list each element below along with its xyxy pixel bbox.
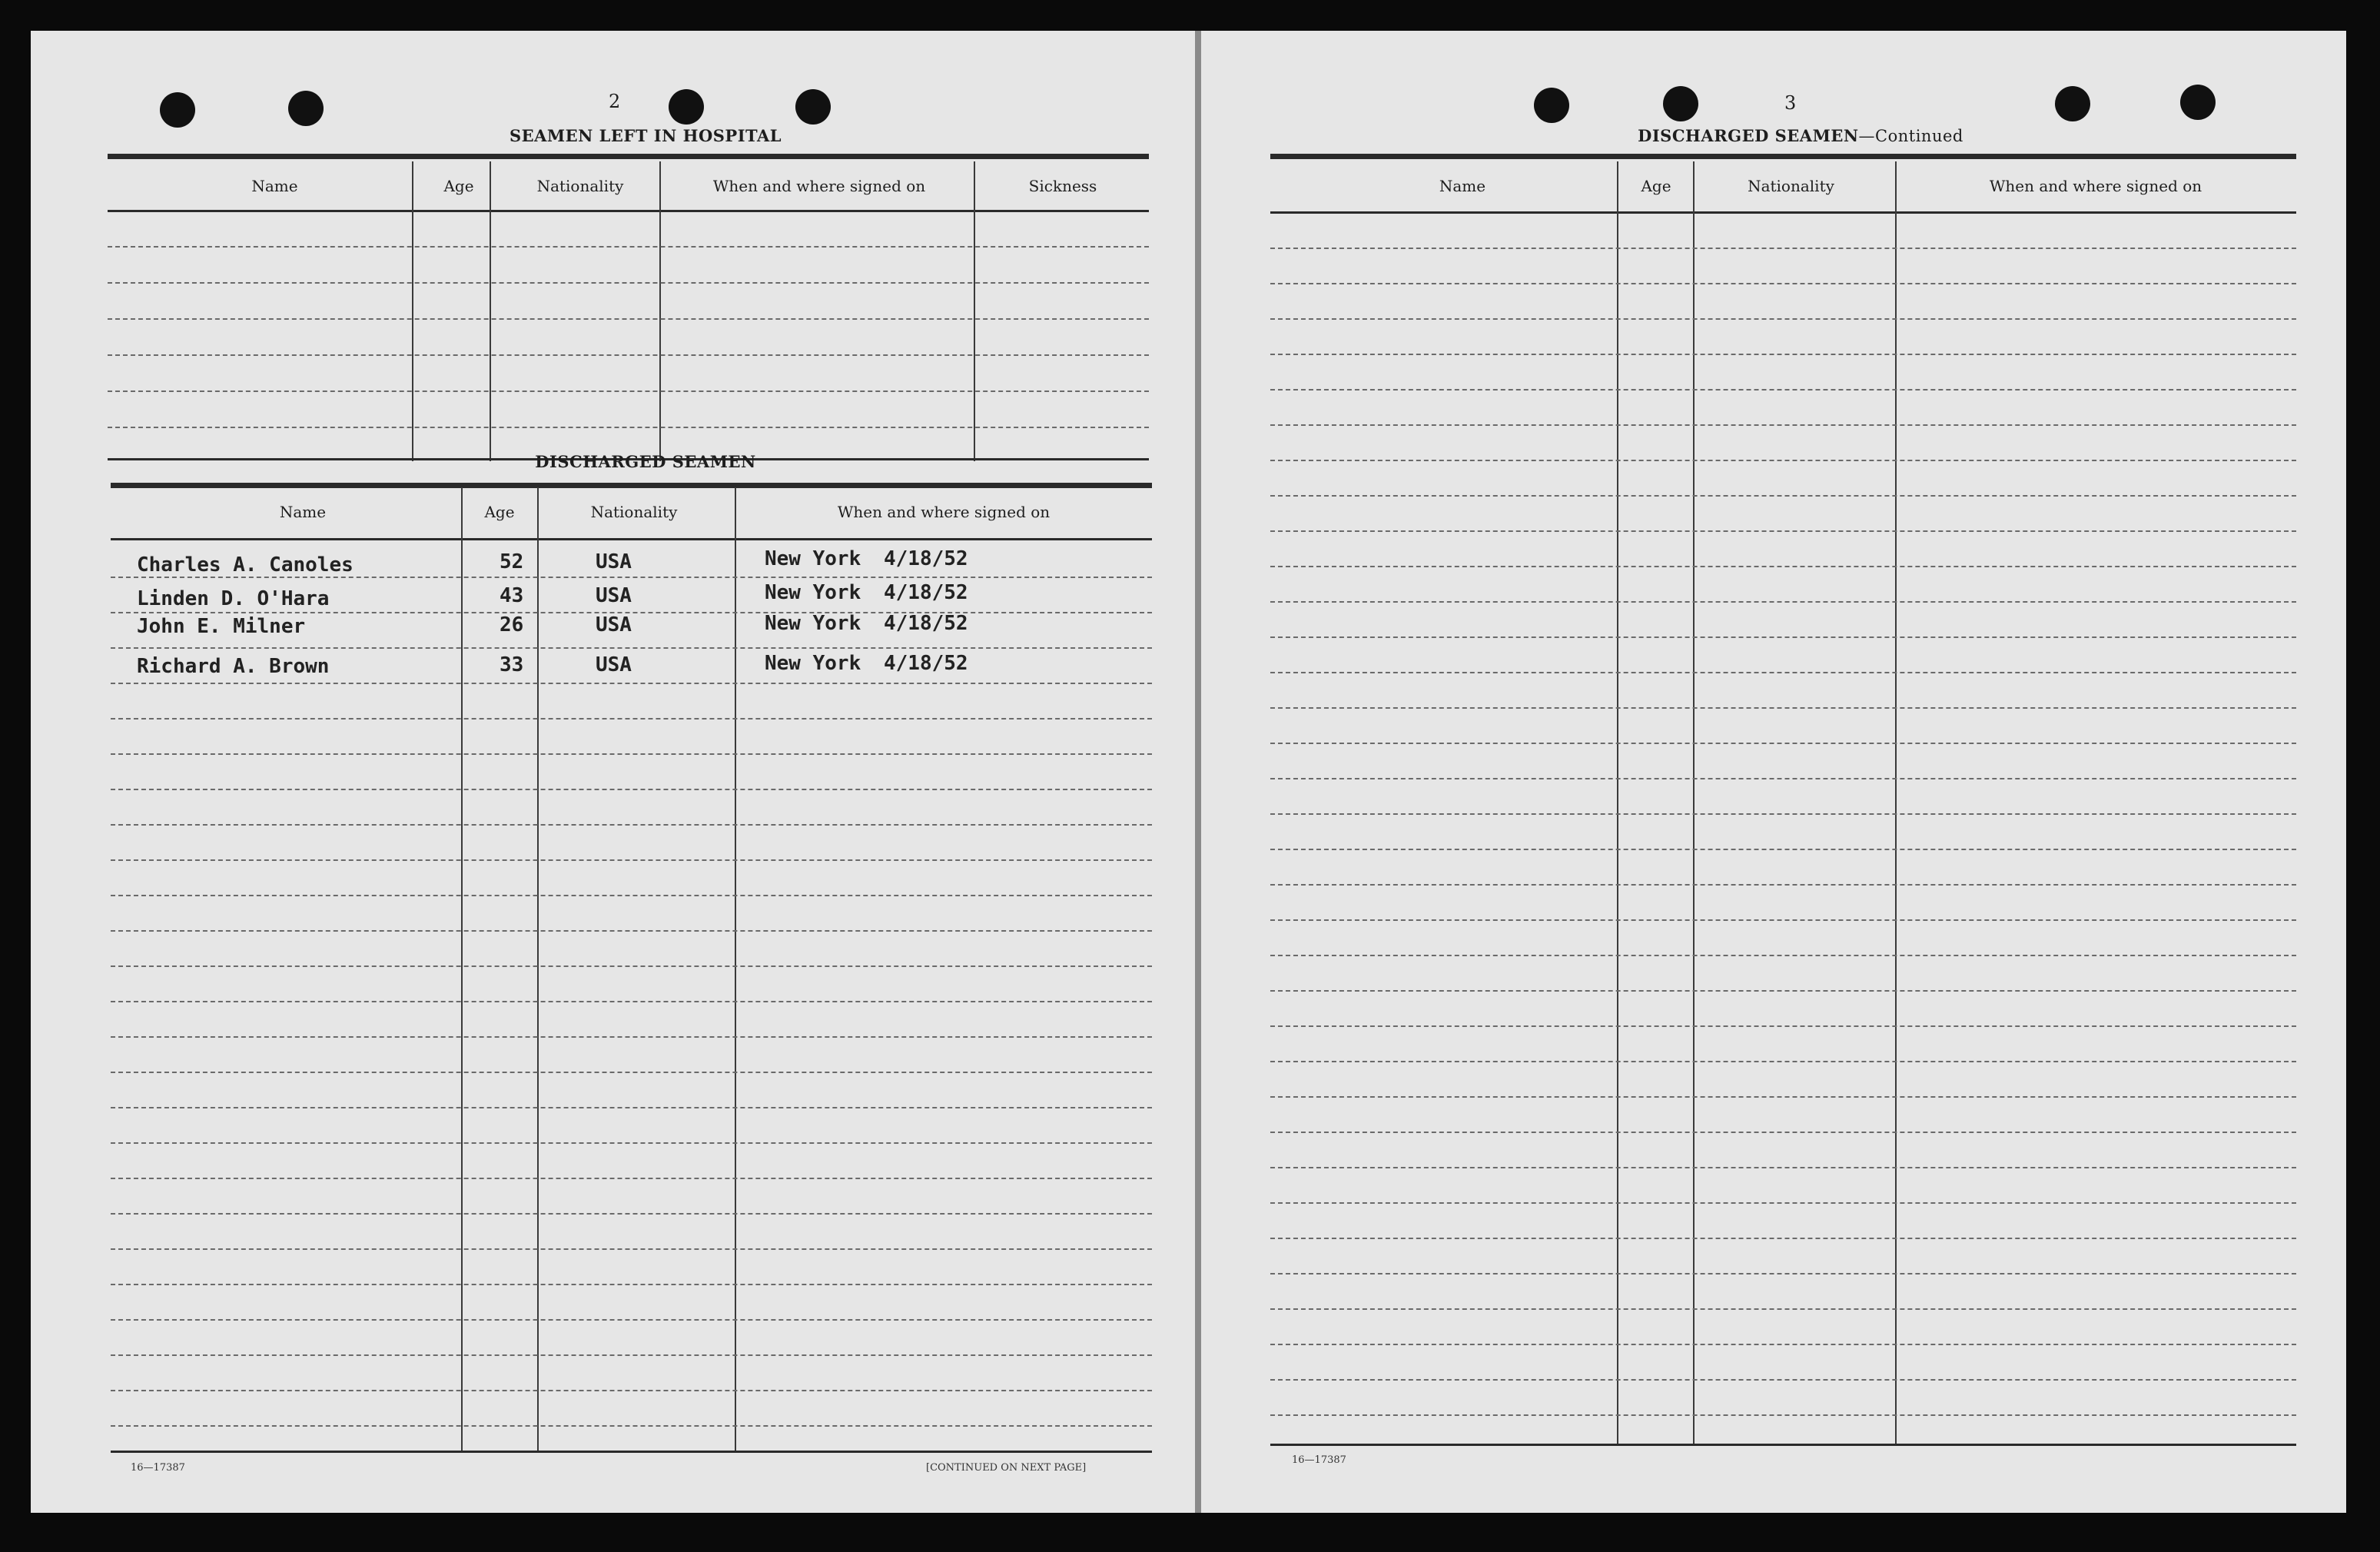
page-number: 3 bbox=[1784, 92, 1797, 114]
row-line bbox=[1270, 778, 2296, 779]
row-line bbox=[1270, 919, 2296, 921]
hospital-section-title: SEAMEN LEFT IN HOSPITAL bbox=[509, 126, 782, 145]
row-line bbox=[111, 930, 1152, 932]
discharged-row-1-name: Charles A. Canoles bbox=[137, 553, 354, 577]
hospital-row-line bbox=[108, 354, 1149, 356]
row-line bbox=[111, 1284, 1152, 1285]
row-line bbox=[1270, 460, 2296, 461]
row-line bbox=[111, 612, 1152, 613]
row-line bbox=[111, 1354, 1152, 1356]
form-number: 16—17387 bbox=[1292, 1454, 1346, 1466]
hospital-col-name: Name bbox=[251, 177, 298, 195]
right-bottom-rule bbox=[1270, 1444, 2296, 1446]
hospital-row-line bbox=[108, 282, 1149, 284]
row-line bbox=[1270, 1061, 2296, 1062]
row-line bbox=[111, 683, 1152, 684]
row-line bbox=[1270, 636, 2296, 638]
discharged-row-2-place: New York bbox=[765, 581, 861, 604]
hospital-col-sickness: Sickness bbox=[1028, 177, 1097, 195]
row-line bbox=[111, 789, 1152, 790]
row-line bbox=[1270, 884, 2296, 886]
hospital-row-line bbox=[108, 318, 1149, 320]
right-header-rule bbox=[1270, 211, 2296, 214]
row-line bbox=[111, 1142, 1152, 1144]
section-title-suffix: —Continued bbox=[1858, 127, 1963, 145]
row-line bbox=[1270, 1202, 2296, 1204]
row-line bbox=[1270, 318, 2296, 320]
hospital-header-rule bbox=[108, 210, 1149, 212]
hospital-col-age: Age bbox=[443, 177, 474, 195]
row-line bbox=[1270, 1414, 2296, 1416]
punch-hole bbox=[2055, 86, 2090, 121]
discharged-continued-title bbox=[1570, 126, 2031, 145]
row-line bbox=[1270, 707, 2296, 709]
row-line bbox=[111, 1319, 1152, 1321]
discharged-row-4-age: 33 bbox=[500, 653, 524, 676]
discharged-header-rule bbox=[111, 538, 1152, 540]
discharged-row-2-nationality: USA bbox=[596, 584, 632, 607]
row-line bbox=[111, 1213, 1152, 1215]
hospital-row-line bbox=[108, 390, 1149, 392]
discharged-row-1-date: 4/18/52 bbox=[884, 547, 968, 570]
row-line bbox=[111, 1425, 1152, 1427]
row-line bbox=[1270, 1308, 2296, 1310]
row-line bbox=[111, 1001, 1152, 1002]
row-line bbox=[1270, 1273, 2296, 1275]
continued-note: [CONTINUED ON NEXT PAGE] bbox=[926, 1462, 1087, 1474]
row-line bbox=[1270, 530, 2296, 532]
discharged-col-divider bbox=[537, 487, 539, 1452]
row-line bbox=[1270, 566, 2296, 567]
row-line bbox=[1270, 1132, 2296, 1133]
row-line bbox=[111, 1072, 1152, 1073]
discharged-row-1-place: New York bbox=[765, 547, 861, 570]
row-line bbox=[1270, 389, 2296, 390]
discharged-row-1-nationality: USA bbox=[596, 550, 632, 573]
row-line bbox=[1270, 248, 2296, 249]
hospital-col-divider bbox=[659, 161, 661, 461]
row-line bbox=[1270, 955, 2296, 956]
discharged-bottom-rule bbox=[111, 1451, 1152, 1453]
hospital-row-line bbox=[108, 427, 1149, 428]
row-line bbox=[111, 895, 1152, 896]
discharged-row-3-place: New York bbox=[765, 612, 861, 635]
section-title-text: DISCHARGED SEAMEN bbox=[1638, 126, 1859, 145]
hospital-col-divider bbox=[412, 161, 413, 461]
punch-hole bbox=[795, 89, 831, 125]
punch-hole bbox=[1663, 86, 1698, 121]
row-line bbox=[111, 577, 1152, 578]
row-line bbox=[1270, 1025, 2296, 1027]
hospital-row-line bbox=[108, 246, 1149, 248]
right-col-name: Name bbox=[1439, 177, 1486, 195]
right-col-age: Age bbox=[1641, 177, 1671, 195]
right-col-signed-on: When and where signed on bbox=[1989, 177, 2202, 195]
row-line bbox=[111, 1107, 1152, 1108]
discharged-top-rule bbox=[111, 483, 1152, 488]
discharged-section-title: DISCHARGED SEAMEN bbox=[535, 452, 756, 471]
row-line bbox=[111, 647, 1152, 649]
row-line bbox=[1270, 495, 2296, 497]
row-line bbox=[1270, 1096, 2296, 1098]
hospital-col-divider bbox=[490, 161, 491, 461]
discharged-row-2-age: 43 bbox=[500, 584, 524, 607]
row-line bbox=[1270, 424, 2296, 426]
punch-hole bbox=[160, 92, 195, 128]
row-line bbox=[1270, 1167, 2296, 1168]
row-line bbox=[111, 1178, 1152, 1179]
discharged-row-3-nationality: USA bbox=[596, 613, 632, 636]
discharged-row-2-name: Linden D. O'Hara bbox=[137, 587, 330, 610]
hospital-top-rule bbox=[108, 154, 1149, 159]
discharged-row-4-name: Richard A. Brown bbox=[137, 655, 330, 678]
row-line bbox=[1270, 1238, 2296, 1239]
punch-hole bbox=[669, 89, 704, 125]
discharged-row-1-age: 52 bbox=[500, 550, 524, 573]
page-gutter bbox=[1195, 31, 1201, 1513]
discharged-row-3-age: 26 bbox=[500, 613, 524, 636]
discharged-row-3-name: John E. Milner bbox=[137, 615, 306, 638]
discharged-row-2-date: 4/18/52 bbox=[884, 581, 968, 604]
row-line bbox=[1270, 1379, 2296, 1381]
row-line bbox=[111, 718, 1152, 720]
row-line bbox=[1270, 354, 2296, 355]
row-line bbox=[111, 753, 1152, 755]
row-line bbox=[1270, 743, 2296, 744]
row-line bbox=[1270, 1344, 2296, 1345]
hospital-col-divider bbox=[974, 161, 975, 461]
row-line bbox=[1270, 849, 2296, 850]
discharged-col-divider bbox=[735, 487, 736, 1452]
row-line bbox=[111, 859, 1152, 861]
punch-hole bbox=[1534, 88, 1569, 123]
row-line bbox=[111, 965, 1152, 967]
right-page bbox=[1201, 31, 2346, 1513]
left-page bbox=[31, 31, 1195, 1513]
row-line bbox=[111, 1036, 1152, 1038]
discharged-col-signed-on: When and where signed on bbox=[837, 503, 1051, 521]
discharged-row-4-date: 4/18/52 bbox=[884, 652, 968, 675]
page-number: 2 bbox=[609, 91, 621, 112]
discharged-col-divider bbox=[461, 487, 463, 1452]
punch-hole bbox=[2180, 85, 2216, 120]
hospital-col-nationality: Nationality bbox=[536, 177, 624, 195]
right-top-rule bbox=[1270, 154, 2296, 159]
right-col-nationality: Nationality bbox=[1748, 177, 1834, 195]
row-line bbox=[111, 1248, 1152, 1250]
discharged-col-nationality: Nationality bbox=[590, 503, 678, 521]
discharged-col-name: Name bbox=[279, 503, 327, 521]
discharged-col-age: Age bbox=[484, 503, 515, 521]
form-number: 16—17387 bbox=[131, 1462, 185, 1474]
row-line bbox=[1270, 990, 2296, 992]
row-line bbox=[111, 824, 1152, 826]
discharged-row-4-place: New York bbox=[765, 652, 861, 675]
row-line bbox=[1270, 672, 2296, 673]
row-line bbox=[1270, 283, 2296, 284]
punch-hole bbox=[288, 91, 324, 126]
row-line bbox=[1270, 601, 2296, 603]
discharged-row-4-nationality: USA bbox=[596, 653, 632, 676]
row-line bbox=[111, 1390, 1152, 1391]
hospital-col-signed-on: When and where signed on bbox=[712, 177, 926, 195]
row-line bbox=[1270, 813, 2296, 815]
discharged-row-3-date: 4/18/52 bbox=[884, 612, 968, 635]
